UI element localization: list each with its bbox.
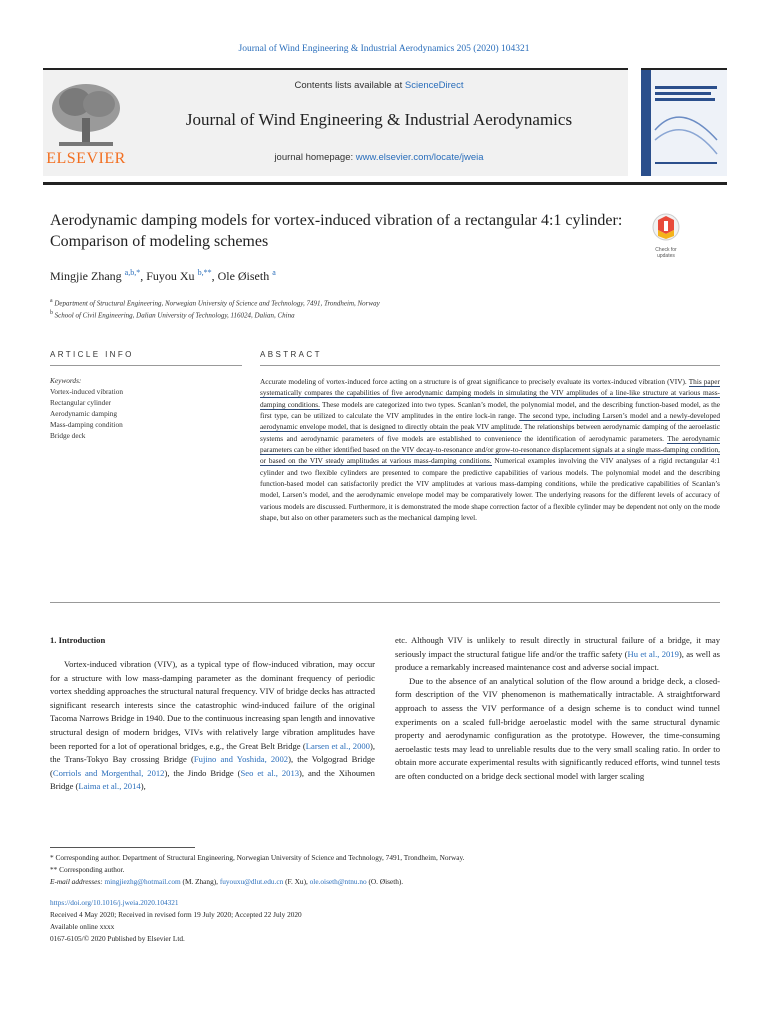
abstract-label: ABSTRACT (260, 350, 322, 359)
abstract-highlight: This paper systematically compares the capabilities of five aerodynamic damping models in simulating the VIV amplitudes of a line-like structure at various mass-damping conditions. (260, 377, 720, 409)
email-link[interactable]: fuyouxu@dlut.edu.cn (219, 877, 284, 886)
footnote-rule (50, 847, 195, 848)
abstract-bottom-rule (50, 602, 720, 603)
keyword-item: Rectangular cylinder (50, 398, 111, 407)
text-segment: ), (140, 781, 146, 792)
abstract-highlight: The aerodynamic parameters can be either identified based on the VIV decay-to-resonance and/or grow-to-resonance displacement signals at a single mass-damping condition, or based on the VIV steady amplitudes at various mass-damping conditions. (260, 433, 720, 466)
crossmark-label: Check for updates (655, 247, 677, 259)
abstract-segment: The relationships between aerodynamic damping of the aeroelastic systems and aerodynamic parameters of five models are established to convenience the identification of aerodynamic parameters. (260, 422, 720, 443)
homepage-prefix: journal homepage: (274, 152, 356, 163)
email-link[interactable]: ole.oiseth@ntnu.no (309, 877, 367, 886)
keywords-heading: Keywords: (50, 376, 82, 385)
text-segment: etc. Although VIV is unlikely to result directly in structural failure of a bridge, it may seriously impact the structural fatigue life and/or the traffic safety ( (395, 635, 720, 659)
text-segment: ), the Trans-Tokyo Bay crossing Bridge ( (50, 740, 375, 765)
citation-link[interactable]: Seo et al., 2013 (240, 767, 300, 778)
check-for-updates-badge[interactable] (648, 212, 684, 259)
cover-art (641, 70, 727, 176)
citation-link[interactable]: Hu et al., 2019 (627, 648, 679, 659)
text-segment: ), the Jindo Bridge ( (164, 767, 241, 778)
text-segment: Vortex-induced vibration (VIV), as a typical type of flow-induced vibration, may occur for a structure with low mass-damping parameter as the dominant frequency of periodic vortex shedding approaches the structural natural frequency. VIV of bridge decks has attracted significant research interests since the catastrophic wind-induced failure of the original Tacoma Narrows Bridge in 1940. Due to the continuous increasing span length and innovative structural design of modern bridges, VIVs with relatively large vibration amplitudes have been reported for a lot of operational bridges, e.g., the Great Belt Bridge ( (50, 659, 375, 751)
journal-cover-thumbnail[interactable] (641, 68, 727, 176)
footnote-corresponding-2: ** Corresponding author. (50, 865, 125, 874)
email-link[interactable]: mingjiezhg@hotmail.com (104, 877, 181, 886)
author-affiliation-marker[interactable]: b,** (197, 268, 212, 277)
affiliation-item: $^b$ School of Civil Engineering, Dalian University of Technology, 116024, Dalian, China (50, 310, 295, 320)
sciencedirect-link[interactable]: ScienceDirect (404, 80, 464, 91)
crossmark-icon (648, 212, 684, 242)
contents-available-line (130, 80, 628, 91)
keyword-item: Aerodynamic damping (50, 409, 118, 418)
body-column-right (395, 634, 720, 784)
elsevier-wordmark: ELSEVIER (46, 150, 126, 167)
text-segment: ), and the Xihoumen Bridge ( (50, 767, 375, 792)
affiliation-marker: a (50, 298, 53, 304)
email-owner: (M. Zhang), (180, 877, 220, 886)
author-affiliation-marker[interactable]: a,b,* (124, 268, 141, 277)
homepage-link[interactable]: www.elsevier.com/locate/jweia (355, 152, 484, 163)
body-paragraph: Due to the absence of an analytical solution of the flow around a bridge deck, a closed-form description of the VIV phenomenon is mathematically intractable. A straightforward approach to assess the VIV performance of a design scheme is to conduct wind tunnel experiments on a scaled full-bridge aeroelastic model with the same structural dynamic property and aerodynamic configuration as the prototype. However, the time-consuming aeroelastic tests may lead to unreliable results due to the very small scaling ratio. In order to obtain more accurate experimental results with significantly reduced efforts, wind tunnel tests are often conducted on a bridge deck sectional model with larger scaling (395, 675, 720, 781)
footnote-corresponding-1: * Corresponding author. Department of Structural Engineering, Norwegian University of Science and Technology, 7491, Trondheim, Norway. (50, 853, 465, 862)
abstract-text (260, 376, 720, 523)
citation-link[interactable]: Larsen et al., 2000 (305, 740, 370, 751)
email-owner: (F. Xu), (283, 877, 310, 886)
keyword-item: Vortex-induced vibration (50, 387, 124, 396)
text-segment: ), as well as produce a remarkably increased maintenance cost and adverse social impact. (395, 648, 720, 673)
keyword-item: Mass-damping condition (50, 420, 123, 429)
author-name[interactable]: Mingjie Zhang (50, 269, 122, 283)
email-owner: (O. Øiseth). (366, 877, 404, 886)
journal-homepage-line (130, 152, 628, 163)
citation-link[interactable]: Fujino and Yoshida, 2002 (193, 754, 289, 765)
doi-link[interactable]: https://doi.org/10.1016/j.jweia.2020.104321 (50, 898, 179, 907)
affiliation-marker: b (50, 310, 53, 317)
abstract-segment: These models are categorized into two types. Scanlan’s model, the polynomial model, and the describing function-based model, as the first type, can be utilized to calculate the VIV amplitudes in the entire lock-in range. (260, 399, 720, 421)
abstract-segment: Numerical examples involving the VIV analyses of a rigid rectangular 4:1 cylinder and two flexible cylinders are presented to compare the predictive capabilities of various models. The polynomial model and the describing function-based model can satisfactorily predict the VIV amplitudes at various mass-damping conditions, while the predicative capabilities of Scanlan’s model, Larsen’s model, and the aerodynamic envelope model may be comparatively lower. The underlying reasons for the different levels of accuracy of various models are discussed. Furthermore, it is demonstrated the mode shape correction factor of a flexible cylinder may be dependent not only on the mode shape, but also on other parameters such as the mechanical damping level. (260, 456, 720, 523)
article-title: Aerodynamic damping models for vortex-induced vibration of a rectangular 4:1 cylinder: Comparison of modeling schemes (50, 212, 623, 250)
journal-title: Journal of Wind Engineering & Industrial Aerodynamics (185, 110, 573, 129)
abstract-rule (260, 365, 720, 366)
keyword-item: Bridge deck (50, 431, 86, 440)
article-info-rule (50, 365, 242, 366)
abstract-highlight: The second type, including Larsen’s model and a newly-developed aerodynamic envelope model, that is designed to directly obtain the peak VIV amplitude. (260, 411, 720, 432)
issn-copyright: 0167-6105/© 2020 Published by Elsevier Ltd. (50, 934, 185, 943)
author-affiliation-marker[interactable]: a (272, 268, 276, 277)
article-info-label: ARTICLE INFO (50, 350, 134, 359)
citation-link[interactable]: Laima et al., 2014 (78, 781, 141, 792)
abstract-segment: Accurate modeling of vortex-induced force acting on a structure is of great significance to precisely evaluate its vortex-induced vibration (VIV). (260, 377, 689, 386)
text-segment: ), the Volgograd Bridge ( (50, 754, 375, 778)
affiliation-list (50, 296, 380, 321)
contents-prefix: Contents lists available at (294, 80, 405, 91)
header-rule (43, 182, 727, 185)
journal-reference[interactable]: Journal of Wind Engineering & Industrial Aerodynamics 205 (2020) 104321 (238, 44, 530, 54)
introduction-heading: 1. Introduction (50, 635, 106, 645)
keywords-block (50, 375, 123, 441)
email-label: E-mail addresses: (50, 877, 103, 886)
body-paragraph (50, 658, 375, 794)
footnotes (50, 852, 720, 888)
author-name[interactable]: Ole Øiseth (217, 269, 270, 283)
affiliation-item: $^a$ Department of Structural Engineering, Norwegian University of Science and Technology, 7491, Trondheim, Norway (50, 298, 380, 308)
citation-link[interactable]: Corriols and Morgenthal, 2012 (52, 767, 165, 778)
footnote-emails (50, 876, 720, 888)
author-name[interactable]: Fuyou Xu (146, 269, 195, 283)
publication-info (50, 897, 720, 945)
available-online: Available online xxxx (50, 922, 115, 931)
author-list: Mingjie Zhang $^{a,b,*}$, Fuyou Xu $^{b,**}$, Ole Øiseth $^a$ (50, 268, 276, 283)
received-dates: Received 4 May 2020; Received in revised form 19 July 2020; Accepted 22 July 2020 (50, 910, 302, 919)
body-column-left (50, 658, 375, 794)
body-paragraph (395, 634, 720, 675)
